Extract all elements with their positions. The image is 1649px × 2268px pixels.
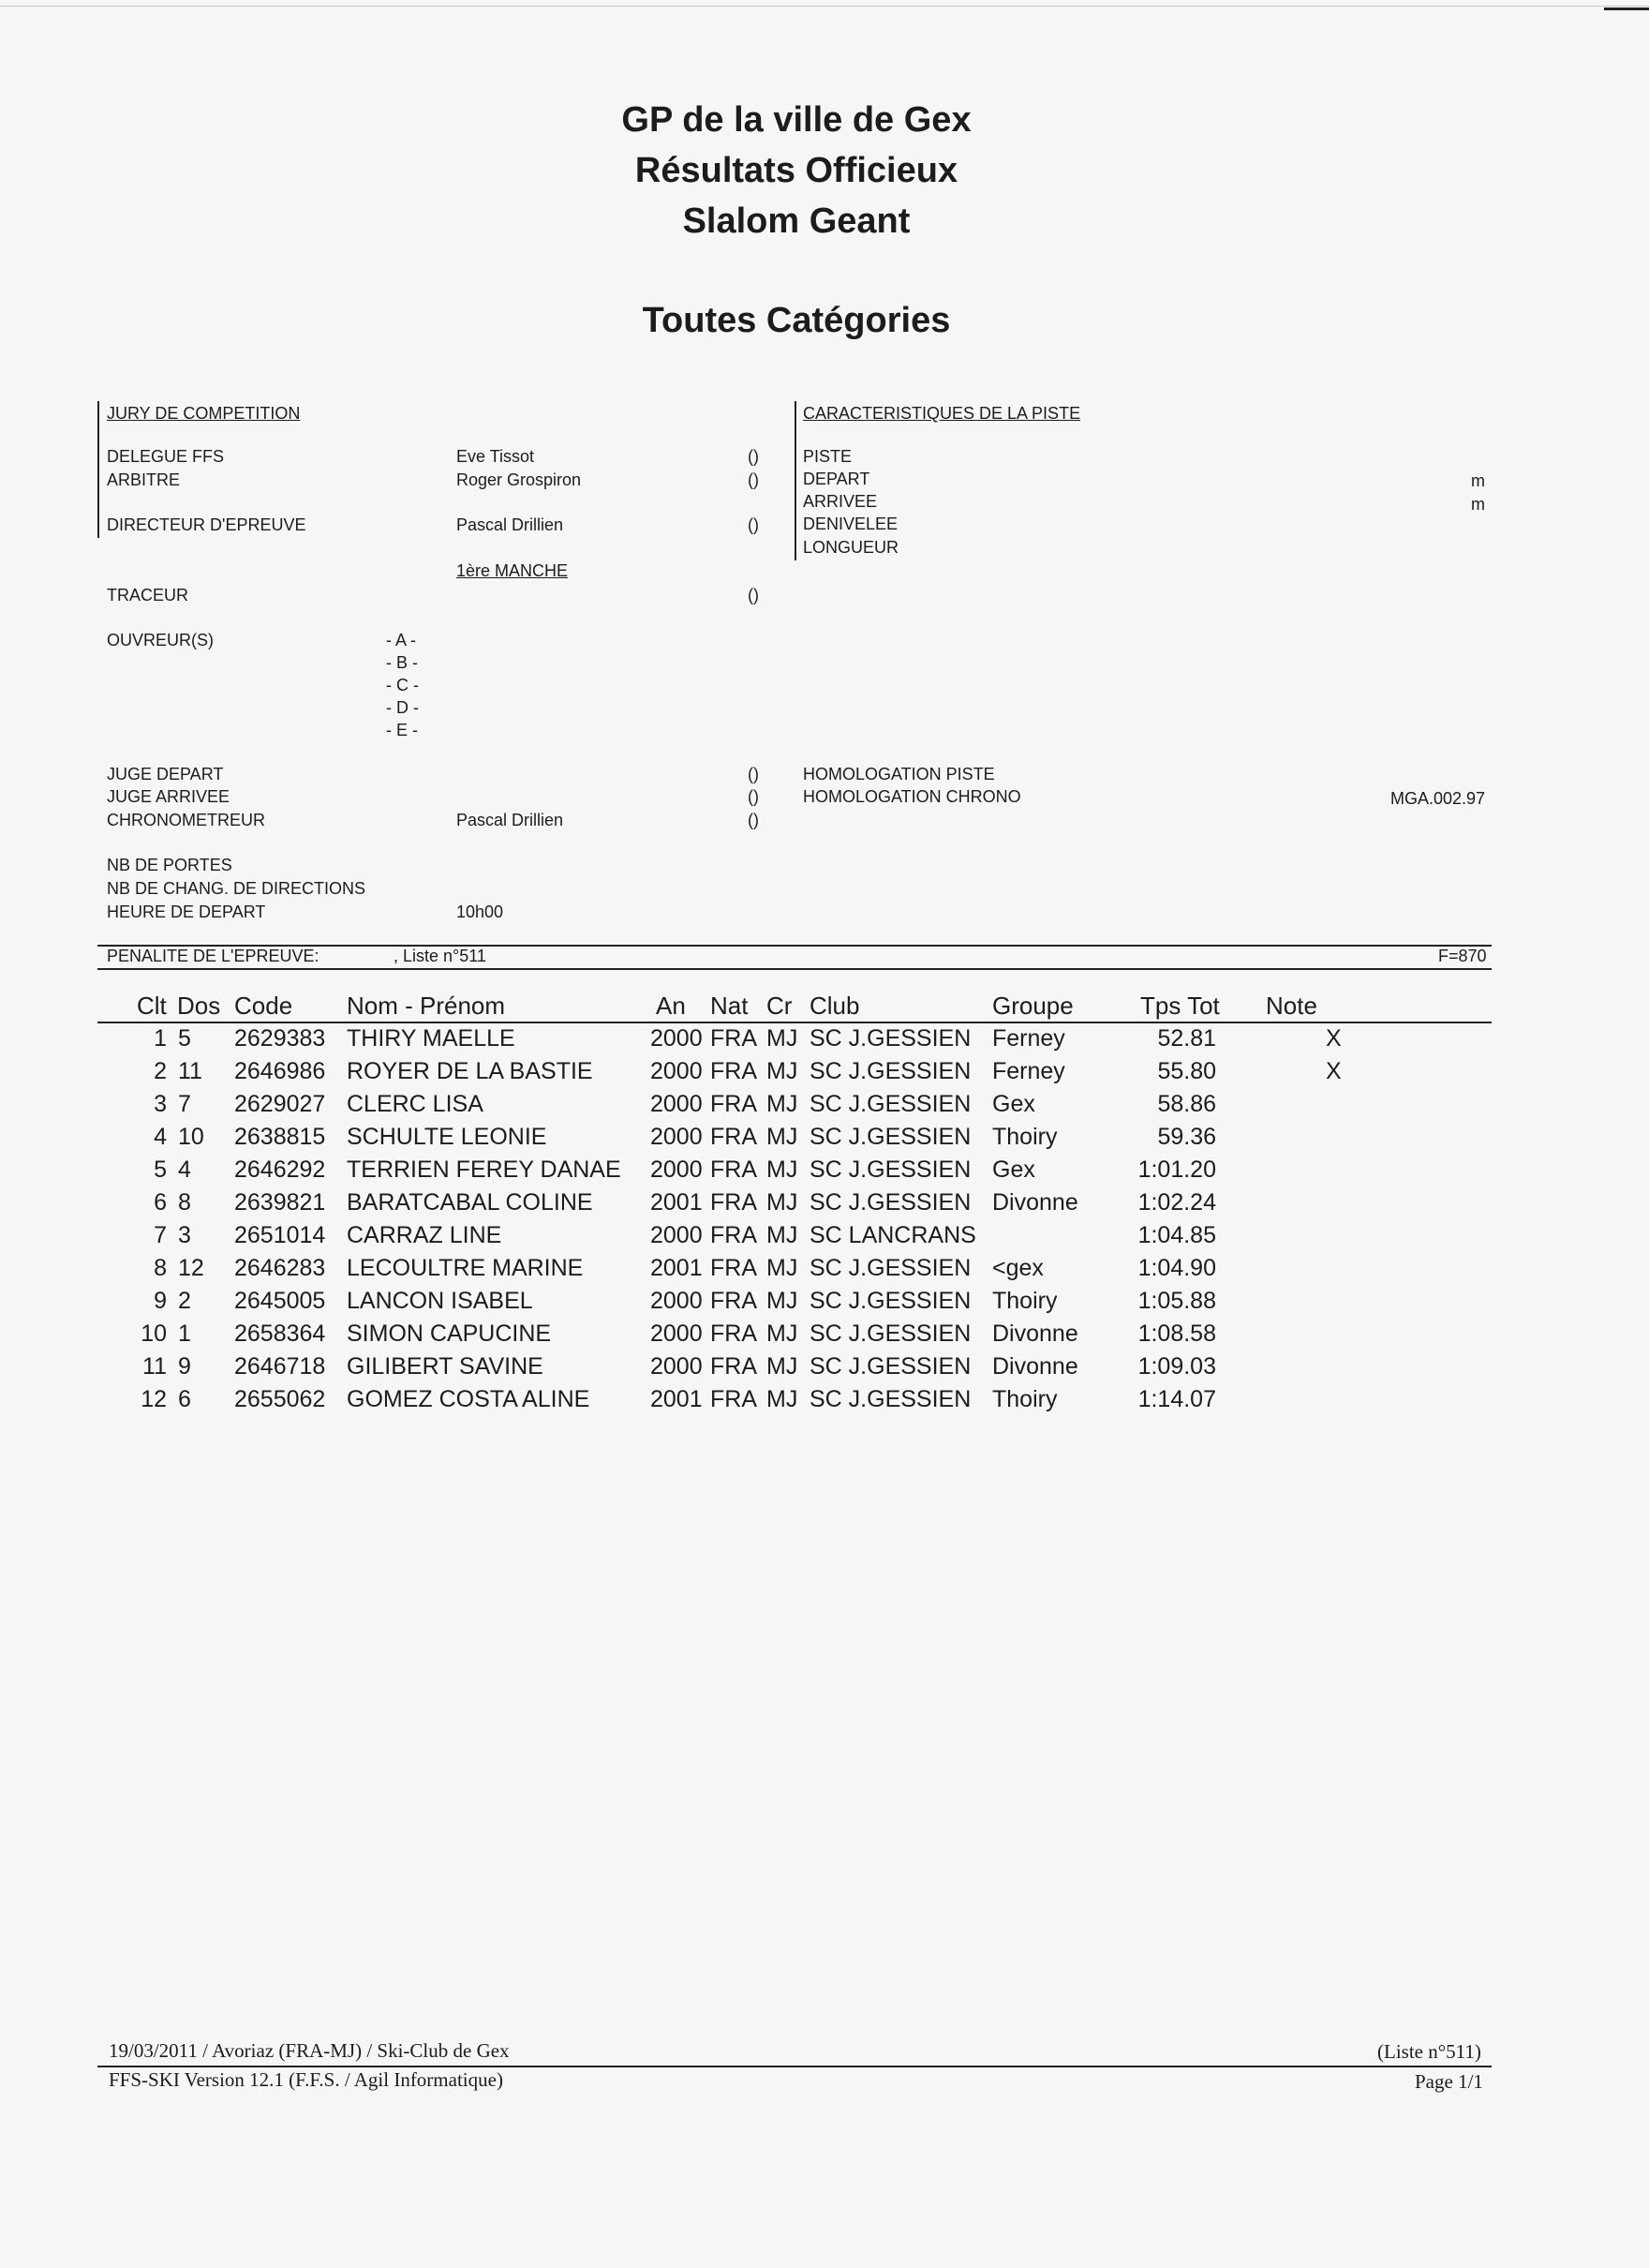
cell-tps: 58.86 <box>1157 1091 1216 1117</box>
cell-nat: FRA <box>710 1321 757 1347</box>
delegue-label: DELEGUE FFS <box>107 447 225 466</box>
penalite-label: PENALITE DE L'EPREUVE: <box>107 947 319 965</box>
homologation-chrono-value: MGA.002.97 <box>1390 789 1486 808</box>
cell-tps: 52.81 <box>1157 1025 1216 1052</box>
col-header-tps: Tps Tot <box>1140 992 1220 1020</box>
cell-cr: MJ <box>766 1124 798 1150</box>
jury-heading: JURY DE COMPETITION <box>107 404 301 423</box>
juge-depart-label: JUGE DEPART <box>107 765 224 783</box>
arrivee-label: ARRIVEE <box>803 492 878 511</box>
cell-nom: SIMON CAPUCINE <box>347 1321 552 1347</box>
cell-groupe: Divonne <box>992 1353 1078 1380</box>
cell-tps: 1:09.03 <box>1137 1353 1216 1380</box>
cell-groupe: Ferney <box>992 1025 1065 1052</box>
cell-club: SC LANCRANS <box>810 1222 976 1248</box>
cell-code: 2658364 <box>234 1321 326 1347</box>
cell-dos: 5 <box>178 1025 191 1052</box>
table-row <box>0 1186 1649 1218</box>
cell-clt: 6 <box>154 1189 167 1216</box>
table-row <box>0 1121 1649 1153</box>
piste-label: PISTE <box>803 447 853 466</box>
col-header-groupe: Groupe <box>992 992 1074 1020</box>
cell-dos: 11 <box>178 1058 202 1084</box>
cell-cr: MJ <box>766 1189 798 1216</box>
cell-club: SC J.GESSIEN <box>810 1386 972 1412</box>
cell-nat: FRA <box>710 1353 757 1380</box>
ouvreur-c: - C - <box>386 676 419 694</box>
cell-clt: 4 <box>154 1124 167 1150</box>
cell-nat: FRA <box>710 1222 757 1248</box>
ouvreur-e: - E - <box>386 721 418 739</box>
table-row <box>0 1318 1649 1350</box>
chrono-label: CHRONOMETREUR <box>107 811 265 829</box>
cell-note: X <box>1326 1058 1342 1084</box>
table-row <box>0 1219 1649 1251</box>
cell-club: SC J.GESSIEN <box>810 1025 972 1052</box>
cell-code: 2646718 <box>234 1353 326 1380</box>
cell-tps: 1:02.24 <box>1137 1189 1216 1216</box>
cell-nom: LECOULTRE MARINE <box>347 1255 584 1281</box>
cell-club: SC J.GESSIEN <box>810 1255 972 1281</box>
col-header-nom: Nom - Prénom <box>347 992 506 1020</box>
cell-dos: 9 <box>178 1353 191 1380</box>
col-header-note: Note <box>1266 992 1317 1020</box>
cell-code: 2638815 <box>234 1124 326 1150</box>
col-header-clt: Clt <box>137 992 167 1020</box>
cell-nom: BARATCABAL COLINE <box>347 1189 593 1216</box>
cell-cr: MJ <box>766 1222 798 1248</box>
col-header-club: Club <box>810 992 860 1020</box>
piste-left-rule <box>795 401 796 560</box>
cell-club: SC J.GESSIEN <box>810 1091 972 1117</box>
cell-groupe: Divonne <box>992 1321 1078 1347</box>
cell-nom: CARRAZ LINE <box>347 1222 502 1248</box>
cell-code: 2645005 <box>234 1288 326 1314</box>
directeur-mark: () <box>748 515 759 534</box>
cell-an: 2000 <box>650 1058 703 1084</box>
cell-club: SC J.GESSIEN <box>810 1353 972 1380</box>
longueur-label: LONGUEUR <box>803 538 899 557</box>
juge-depart-mark: () <box>748 765 759 783</box>
cell-cr: MJ <box>766 1288 798 1314</box>
cell-dos: 2 <box>178 1288 191 1314</box>
cell-code: 2651014 <box>234 1222 326 1248</box>
cell-nat: FRA <box>710 1189 757 1216</box>
title-line-2: Résultats Officieux <box>634 151 958 190</box>
ouvreurs-label: OUVREUR(S) <box>107 631 215 649</box>
cell-club: SC J.GESSIEN <box>810 1156 972 1183</box>
cell-code: 2646292 <box>234 1156 326 1183</box>
cell-clt: 5 <box>154 1156 167 1183</box>
arbitre-value: Roger Grospiron <box>456 470 582 489</box>
cell-cr: MJ <box>766 1321 798 1347</box>
cell-cr: MJ <box>766 1156 798 1183</box>
cell-club: SC J.GESSIEN <box>810 1058 972 1084</box>
ouvreur-b: - B - <box>386 653 418 672</box>
table-row <box>0 1055 1649 1087</box>
top-border <box>0 6 1649 7</box>
table-row <box>0 1383 1649 1415</box>
arrivee-unit: m <box>1471 495 1485 514</box>
table-row <box>0 1252 1649 1284</box>
directeur-value: Pascal Drillien <box>456 515 564 534</box>
footer-page: Page 1/1 <box>1415 2070 1483 2093</box>
f-value: F=870 <box>1438 947 1487 965</box>
cell-dos: 10 <box>178 1124 204 1150</box>
traceur-label: TRACEUR <box>107 586 189 604</box>
table-row <box>0 1285 1649 1317</box>
cell-dos: 3 <box>178 1222 191 1248</box>
cell-tps: 59.36 <box>1157 1124 1216 1150</box>
cell-an: 2000 <box>650 1222 703 1248</box>
cell-clt: 11 <box>142 1353 167 1380</box>
delegue-mark: () <box>748 447 759 466</box>
cell-cr: MJ <box>766 1255 798 1281</box>
cell-tps: 1:04.90 <box>1137 1255 1216 1281</box>
cell-groupe: Thoiry <box>992 1386 1058 1412</box>
cell-an: 2000 <box>650 1288 703 1314</box>
cell-code: 2646283 <box>234 1255 326 1281</box>
arbitre-label: ARBITRE <box>107 470 181 489</box>
cell-nom: GOMEZ COSTA ALINE <box>347 1386 590 1412</box>
heure-depart-value: 10h00 <box>456 903 504 921</box>
cell-nom: TERRIEN FEREY DANAE <box>347 1156 621 1183</box>
cell-dos: 6 <box>178 1386 191 1412</box>
nb-portes-label: NB DE PORTES <box>107 856 232 874</box>
cell-clt: 8 <box>154 1255 167 1281</box>
cell-cr: MJ <box>766 1091 798 1117</box>
corner-mark <box>1604 7 1649 10</box>
piste-heading: CARACTERISTIQUES DE LA PISTE <box>803 404 1081 423</box>
cell-dos: 12 <box>178 1255 204 1281</box>
manche-label: 1ère MANCHE <box>456 561 569 580</box>
cell-an: 2000 <box>650 1124 703 1150</box>
penalite-value: , Liste n°511 <box>394 947 486 965</box>
cell-nat: FRA <box>710 1255 757 1281</box>
cell-nom: ROYER DE LA BASTIE <box>347 1058 593 1084</box>
cell-nat: FRA <box>710 1091 757 1117</box>
cell-tps: 55.80 <box>1157 1058 1216 1084</box>
cell-nat: FRA <box>710 1386 757 1412</box>
cell-an: 2000 <box>650 1321 703 1347</box>
cell-an: 2000 <box>650 1156 703 1183</box>
cell-nat: FRA <box>710 1058 757 1084</box>
table-row <box>0 1022 1649 1054</box>
table-row <box>0 1088 1649 1120</box>
cell-club: SC J.GESSIEN <box>810 1321 972 1347</box>
cell-dos: 4 <box>178 1156 191 1183</box>
cell-nom: LANCON ISABEL <box>347 1288 533 1314</box>
cell-code: 2655062 <box>234 1386 326 1412</box>
col-header-cr: Cr <box>766 992 793 1020</box>
nb-chang-label: NB DE CHANG. DE DIRECTIONS <box>107 879 366 898</box>
title-line-1: GP de la ville de Gex <box>621 100 972 140</box>
cell-tps: 1:14.07 <box>1137 1386 1216 1412</box>
chrono-value: Pascal Drillien <box>456 811 564 829</box>
cell-club: SC J.GESSIEN <box>810 1189 972 1216</box>
cell-dos: 1 <box>178 1321 191 1347</box>
table-row <box>0 1350 1649 1382</box>
chrono-mark: () <box>748 811 759 829</box>
cell-groupe: Thoiry <box>992 1288 1058 1314</box>
cell-nat: FRA <box>710 1025 757 1052</box>
category-title: Toutes Catégories <box>642 301 951 340</box>
cell-cr: MJ <box>766 1386 798 1412</box>
heure-depart-label: HEURE DE DEPART <box>107 903 266 921</box>
title-line-3: Slalom Geant <box>682 201 911 241</box>
cell-clt: 10 <box>141 1321 167 1347</box>
cell-clt: 12 <box>141 1386 167 1412</box>
ouvreur-a: - A - <box>386 631 417 649</box>
depart-label: DEPART <box>803 470 870 488</box>
table-row <box>0 1154 1649 1186</box>
cell-an: 2001 <box>650 1255 703 1281</box>
homologation-piste-label: HOMOLOGATION PISTE <box>803 765 995 783</box>
cell-an: 2000 <box>650 1091 703 1117</box>
cell-cr: MJ <box>766 1025 798 1052</box>
cell-nom: THIRY MAELLE <box>347 1025 515 1052</box>
homologation-chrono-label: HOMOLOGATION CHRONO <box>803 787 1021 806</box>
cell-nat: FRA <box>710 1124 757 1150</box>
delegue-value: Eve Tissot <box>456 447 535 466</box>
jury-left-rule <box>97 401 99 538</box>
cell-code: 2629027 <box>234 1091 326 1117</box>
footer-version: FFS-SKI Version 12.1 (F.F.S. / Agil Informatique) <box>109 2068 503 2091</box>
cell-groupe: Ferney <box>992 1058 1065 1084</box>
cell-nat: FRA <box>710 1288 757 1314</box>
footer-list-number: (Liste n°511) <box>1377 2040 1481 2063</box>
cell-tps: 1:05.88 <box>1137 1288 1216 1314</box>
cell-nom: SCHULTE LEONIE <box>347 1124 547 1150</box>
cell-groupe: Gex <box>992 1091 1035 1117</box>
cell-code: 2646986 <box>234 1058 326 1084</box>
directeur-label: DIRECTEUR D'EPREUVE <box>107 515 306 534</box>
cell-groupe: <gex <box>992 1255 1044 1281</box>
col-header-code: Code <box>234 992 293 1020</box>
cell-groupe: Divonne <box>992 1189 1078 1216</box>
ouvreur-d: - D - <box>386 698 419 717</box>
cell-an: 2000 <box>650 1025 703 1052</box>
cell-note: X <box>1326 1025 1342 1052</box>
cell-groupe: Gex <box>992 1156 1035 1183</box>
cell-code: 2629383 <box>234 1025 326 1052</box>
cell-cr: MJ <box>766 1353 798 1380</box>
denivelee-label: DENIVELEE <box>803 515 899 533</box>
cell-dos: 7 <box>178 1091 191 1117</box>
cell-nom: CLERC LISA <box>347 1091 483 1117</box>
juge-arrivee-mark: () <box>748 787 759 806</box>
cell-code: 2639821 <box>234 1189 326 1216</box>
cell-club: SC J.GESSIEN <box>810 1124 972 1150</box>
cell-groupe: Thoiry <box>992 1124 1058 1150</box>
col-header-an: An <box>656 992 686 1020</box>
cell-clt: 9 <box>154 1288 167 1314</box>
cell-tps: 1:01.20 <box>1137 1156 1216 1183</box>
cell-clt: 7 <box>154 1222 167 1248</box>
cell-clt: 1 <box>154 1025 167 1052</box>
footer-date-event: 19/03/2011 / Avoriaz (FRA-MJ) / Ski-Club de Gex <box>109 2039 510 2062</box>
arbitre-mark: () <box>748 470 759 489</box>
cell-clt: 3 <box>154 1091 167 1117</box>
penalite-bottom-rule <box>97 968 1492 970</box>
traceur-mark: () <box>748 586 759 604</box>
cell-tps: 1:08.58 <box>1137 1321 1216 1347</box>
cell-an: 2001 <box>650 1386 703 1412</box>
table-header <box>0 990 1649 1022</box>
cell-cr: MJ <box>766 1058 798 1084</box>
depart-unit: m <box>1471 471 1485 490</box>
col-header-nat: Nat <box>710 992 749 1020</box>
cell-nat: FRA <box>710 1156 757 1183</box>
cell-an: 2000 <box>650 1353 703 1380</box>
cell-club: SC J.GESSIEN <box>810 1288 972 1314</box>
cell-an: 2001 <box>650 1189 703 1216</box>
cell-nom: GILIBERT SAVINE <box>347 1353 543 1380</box>
juge-arrivee-label: JUGE ARRIVEE <box>107 787 230 806</box>
col-header-dos: Dos <box>177 992 221 1020</box>
cell-clt: 2 <box>154 1058 167 1084</box>
cell-tps: 1:04.85 <box>1137 1222 1216 1248</box>
cell-dos: 8 <box>178 1189 191 1216</box>
